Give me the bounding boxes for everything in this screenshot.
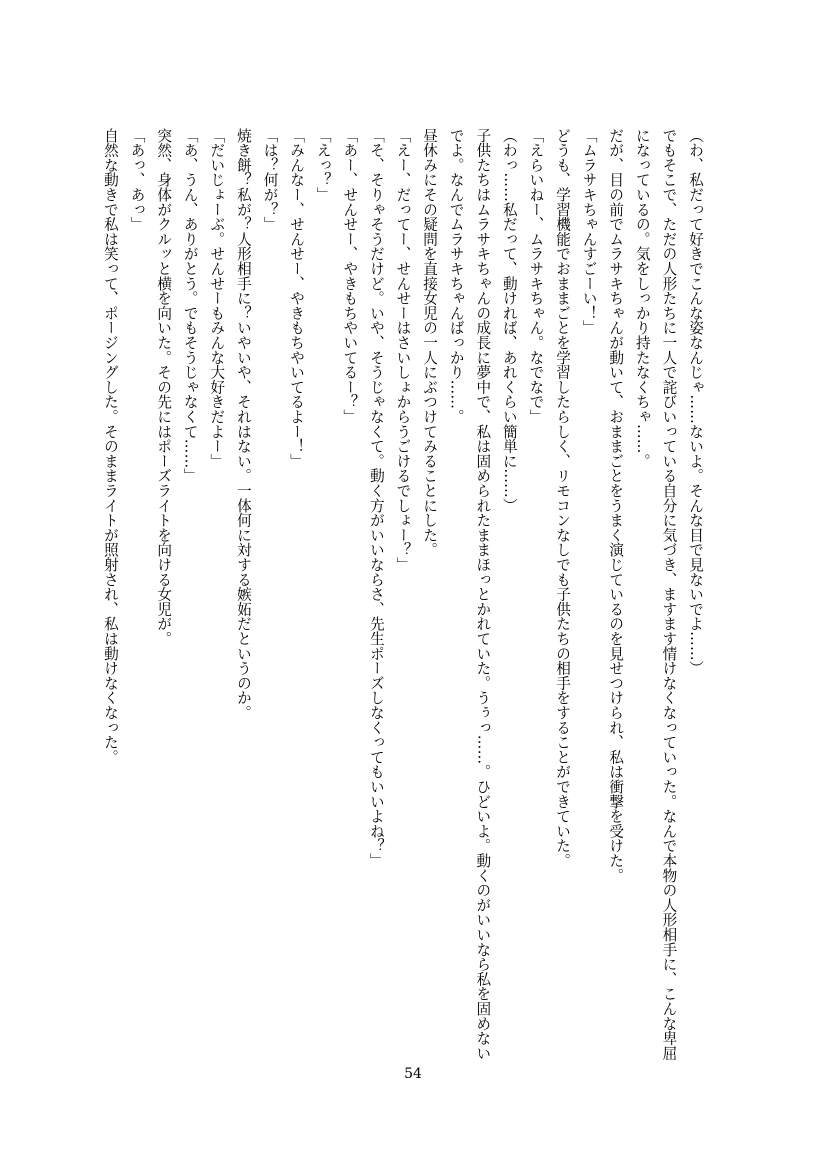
text-line: 「えらいねー、ムラサキちゃん。なでなで」 (527, 128, 545, 424)
text-line: 「あっ、あっ」 (128, 128, 146, 232)
text-line: になっているの。気をしっかり持たなくちゃ……。 (633, 128, 651, 469)
text-line: 「えっ？」 (314, 128, 332, 202)
text-line: 「そ、そりゃそうだけど。いや、そうじゃなくて。動く方がいいならさ、先生ポーズしなくってもいいよね？」 (367, 128, 385, 868)
text-line: 自然な動きで私は笑って、ポージングした。そのままライトが照射され、私は動けなくなった。 (101, 128, 119, 765)
text-line: （わっ……私だって、動ければ、あれくらい簡単に……） (500, 128, 518, 513)
text-line: 昼休みにその疑問を直接女児の一人にぶつけてみることにした。 (421, 128, 439, 558)
text-line: でよ。なんでムラサキちゃんばっかり……。 (447, 128, 465, 424)
text-line: 「あ、うん、ありがとう。でもそうじゃなくて……」 (181, 128, 199, 484)
text-line: 「あー、せんせー、やきもちやいてるー？」 (341, 128, 359, 424)
text-line: 「ムラサキちゃんすごーい！」 (580, 128, 598, 336)
text-line: 「えー、だってー、せんせーはさいしょからうごけるでしょー？」 (394, 128, 412, 572)
text-line: 「みんなー、せんせー、やきもちやいてるよー！」 (288, 128, 306, 469)
text-line: （わ、私だって好きでこんな姿なんじゃ……ないよ。そんな目で見ないでよ……） (687, 128, 704, 676)
text-line: 突然、身体がクルッと横を向いた。その先にはポーズライトを向ける女児が。 (155, 128, 173, 646)
text-line: 「は？何が？」 (261, 128, 279, 232)
text-line: 子供たちはムラサキちゃんの成長に夢中で、私は固められたままほっとかれていた。うぅっ……。ひどいよ。動くのがいいなら私を固めない (474, 128, 492, 1061)
body-text (101, 128, 708, 1061)
page-number: 54 (404, 1066, 422, 1082)
text-line: 「だいじょーぶ。せんせーもみんな大好きだよー」 (208, 128, 226, 469)
text-line: どうも、学習機能でおままごとを学習したらしく、リモコンなしでも子供たちの相手をすることができていた。 (554, 128, 572, 868)
text-line: 焼き餅？私が？人形相手に？いやいや、それはない。一体何に対する嫉妬だというのか。 (234, 128, 252, 720)
text-line: だが、目の前でムラサキちゃんが動いて、おままごとをうまく演じているのを見せつけられ、私は衝撃を受けた。 (607, 128, 625, 883)
text-line: でもそこで、ただの人形たちに一人で詫びいっている自分に気づき、ますます情けなくなっていった。なんで本物の人形相手に、こんな卑屈 (660, 128, 678, 1061)
